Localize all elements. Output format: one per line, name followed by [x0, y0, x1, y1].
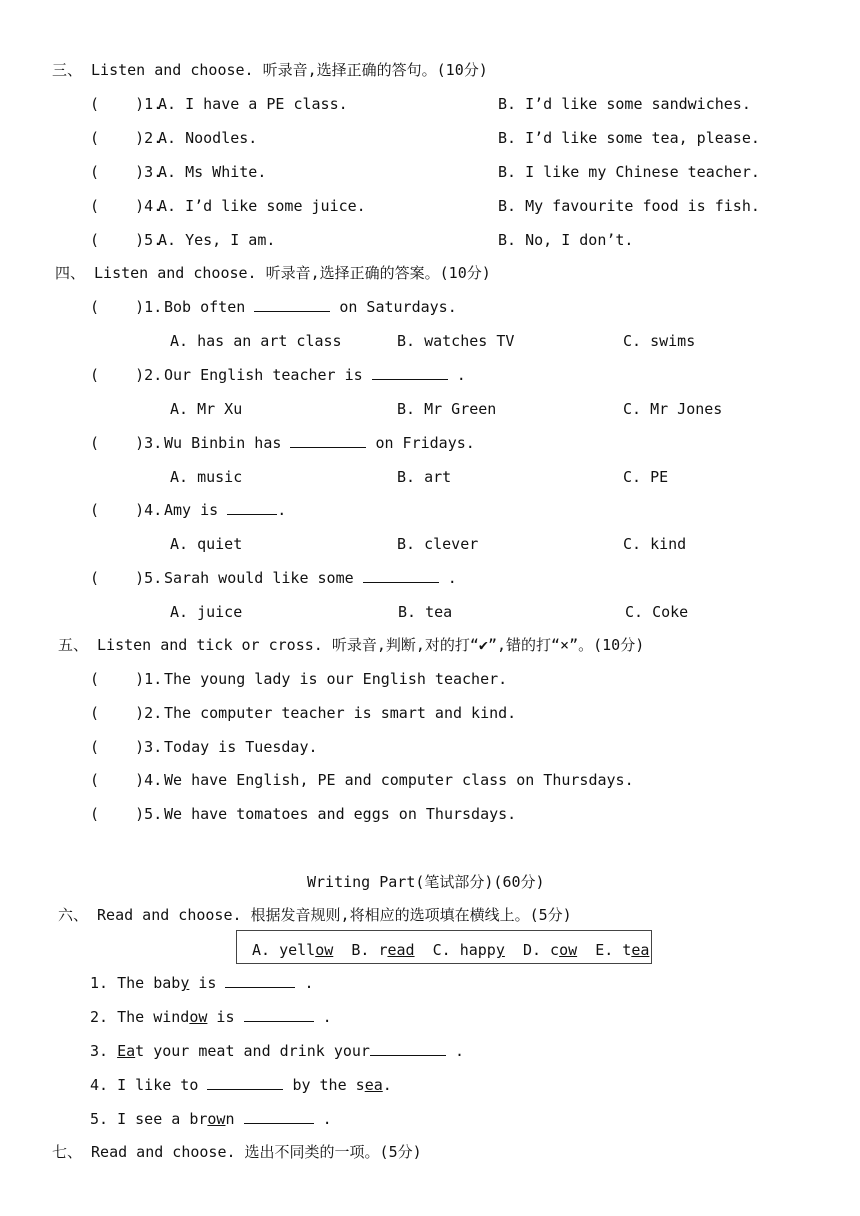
q3-2-option-b: B. I’d like some tea, please.	[498, 129, 760, 147]
q3-1-number: ( )1.	[90, 95, 163, 113]
q4-4-stem-post: .	[277, 501, 287, 519]
q3-3-number: ( )3.	[90, 163, 163, 181]
q5-1-statement: The young lady is our English teacher.	[164, 670, 508, 688]
q6-4: 4. I like to by the sea.	[90, 1076, 392, 1094]
q3-5-option-b: B. No, I don’t.	[498, 231, 634, 249]
q4-5-stem-pre: Sarah would like some	[164, 569, 354, 587]
q3-4-option-a: A. I’d like some juice.	[158, 197, 366, 215]
writing-part-title: Writing Part(笔试部分)(60分)	[307, 873, 545, 891]
q3-4-option-b: B. My favourite food is fish.	[498, 197, 760, 215]
q4-2-stem	[164, 365, 466, 385]
word-bank	[252, 940, 649, 960]
word-bank-option-d: D. cow	[522, 941, 578, 959]
q3-3-option-b: B. I like my Chinese teacher.	[498, 163, 760, 181]
q4-4-stem-pre: Amy is	[164, 501, 219, 519]
q4-4-option-c: C. kind	[623, 535, 687, 553]
section-5-heading: 五、 Listen and tick or cross. 听录音,判断,对的打“✔”,错的打“×”。(10分)	[58, 636, 645, 654]
q4-4-option-a: A. quiet	[170, 535, 243, 553]
answer-blank	[225, 973, 295, 988]
q4-1-stem-post: on Saturdays.	[339, 298, 457, 316]
q4-1-stem	[164, 297, 457, 317]
q5-5-statement: We have tomatoes and eggs on Thursdays.	[164, 805, 517, 823]
answer-blank	[363, 568, 439, 583]
q3-3-option-a: A. Ms White.	[158, 163, 267, 181]
section-6-heading: 六、 Read and choose. 根据发音规则,将相应的选项填在横线上。(5分)	[58, 906, 572, 924]
q5-4-number: ( )4.	[90, 771, 163, 789]
q4-5-stem	[164, 568, 457, 588]
q4-2-option-a: A. Mr Xu	[170, 400, 243, 418]
q6-1: 1. The baby is .	[90, 974, 314, 992]
q5-2-number: ( )2.	[90, 704, 163, 722]
q4-2-option-b: B. Mr Green	[397, 400, 497, 418]
q4-5-stem-post: .	[447, 569, 457, 587]
q5-1-number: ( )1.	[90, 670, 163, 688]
q5-5-number: ( )5.	[90, 805, 163, 823]
q4-2-number: ( )2.	[90, 366, 163, 384]
q3-2-option-a: A. Noodles.	[158, 129, 258, 147]
q3-1-option-a: A. I have a PE class.	[158, 95, 348, 113]
word-bank-option-a: A. yellow	[252, 941, 334, 959]
answer-blank	[244, 1007, 314, 1022]
q6-4-number: 4.	[90, 1076, 109, 1094]
q6-3: 3. Eat your meat and drink your .	[90, 1042, 465, 1060]
q3-5-number: ( )5.	[90, 231, 163, 249]
q3-2-number: ( )2.	[90, 129, 163, 147]
q6-2-number: 2.	[90, 1008, 109, 1026]
q6-5-number: 5.	[90, 1110, 109, 1128]
q6-5: 5. I see a brown .	[90, 1110, 332, 1128]
q3-4-number: ( )4.	[90, 197, 163, 215]
q4-5-number: ( )5.	[90, 569, 163, 587]
word-bank-option-c: C. happy	[432, 941, 505, 959]
q6-1-number: 1.	[90, 974, 109, 992]
answer-blank	[244, 1109, 314, 1124]
word-bank-option-b: B. read	[351, 941, 415, 959]
q4-3-option-c: C. PE	[623, 468, 669, 486]
answer-blank	[227, 500, 277, 515]
q4-2-stem-pre: Our English teacher is	[164, 366, 363, 384]
q4-1-option-b: B. watches TV	[397, 332, 515, 350]
q4-3-number: ( )3.	[90, 434, 163, 452]
q4-1-option-c: C. swims	[623, 332, 696, 350]
q4-4-option-b: B. clever	[397, 535, 479, 553]
word-bank-option-e: E. tea	[595, 941, 650, 959]
q3-5-option-a: A. Yes, I am.	[158, 231, 276, 249]
q6-2: 2. The window is .	[90, 1008, 332, 1026]
q4-4-stem	[164, 500, 286, 520]
q5-2-statement: The computer teacher is smart and kind.	[164, 704, 517, 722]
q3-1-option-b: B. I’d like some sandwiches.	[498, 95, 751, 113]
q4-2-stem-post: .	[456, 366, 466, 384]
section-3-heading: 三、 Listen and choose. 听录音,选择正确的答句。(10分)	[52, 61, 488, 79]
answer-blank	[254, 297, 330, 312]
q4-3-option-a: A. music	[170, 468, 243, 486]
q6-3-number: 3.	[90, 1042, 109, 1060]
q4-1-stem-pre: Bob often	[164, 298, 246, 316]
answer-blank	[290, 433, 366, 448]
q5-3-number: ( )3.	[90, 738, 163, 756]
section-7-heading: 七、 Read and choose. 选出不同类的一项。(5分)	[52, 1143, 422, 1161]
q4-3-stem-pre: Wu Binbin has	[164, 434, 282, 452]
q4-3-stem-post: on Fridays.	[375, 434, 475, 452]
q4-5-option-c: C. Coke	[625, 603, 689, 621]
answer-blank	[207, 1075, 283, 1090]
q4-1-option-a: A. has an art class	[170, 332, 342, 350]
q5-3-statement: Today is Tuesday.	[164, 738, 318, 756]
q4-3-option-b: B. art	[397, 468, 452, 486]
q4-1-number: ( )1.	[90, 298, 163, 316]
q4-5-option-a: A. juice	[170, 603, 243, 621]
section-4-heading: 四、 Listen and choose. 听录音,选择正确的答案。(10分)	[55, 264, 491, 282]
q4-5-option-b: B. tea	[398, 603, 453, 621]
answer-blank	[370, 1041, 446, 1056]
q4-3-stem	[164, 433, 475, 453]
q5-4-statement: We have English, PE and computer class on Thursdays.	[164, 771, 634, 789]
q4-2-option-c: C. Mr Jones	[623, 400, 723, 418]
q4-4-number: ( )4.	[90, 501, 163, 519]
answer-blank	[372, 365, 448, 380]
